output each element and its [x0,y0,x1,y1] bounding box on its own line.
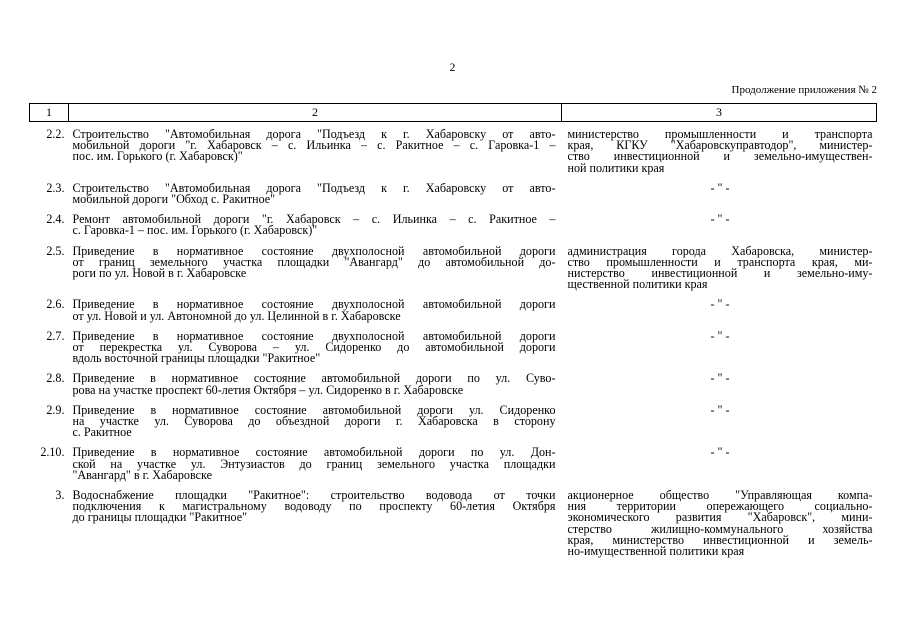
row-responsible [562,490,877,566]
row-number: 2.6. [46,297,65,312]
row-responsible: - " - [710,445,730,460]
row-description-line: вдоль восточной границы площадки "Ракитное" [72,351,321,366]
row-responsible-line: ство промышленности и транспорта края, ми- [567,254,873,269]
row-responsible: - " - [710,212,730,227]
row-description-line: мобильной дороги "Обход с. Ракитное" [72,192,276,207]
row-responsible-line: экономического развития "Хабаровск", мини- [567,510,873,525]
row-description-line: Ремонт автомобильной дороги "г. Хабаровск – с. Ильинка – с. Ракитное – [72,212,556,227]
row-description-line: Приведение в нормативное состояние двухполосной автомобильной дороги [72,328,556,343]
table-row [30,246,877,300]
row-responsible-line: стерство жилищно-коммунального хозяйства [567,521,873,536]
table-row [30,490,877,566]
row-responsible-line: края, министерство инвестиционной и земель- [567,532,873,547]
row-description-line: подключения к магистральному водоводу по проспекту 60-летия Октября [72,499,556,514]
table-row [30,405,877,448]
row-description [69,490,562,566]
row-number: 3. [55,488,65,503]
row-description-line: на участке ул. Суворова до объездной дороги г. Хабаровска в сторону [72,414,556,429]
row-responsible [562,243,877,300]
row-responsible: - " - [710,328,730,343]
row-responsible-line: ной политики края [567,160,665,175]
table-row [30,214,877,245]
row-number: 2.3. [46,180,65,195]
row-responsible-line: ство инвестиционной и земельно-имуществен- [567,149,873,164]
row-description-line: от перекрестка ул. Суворова – ул. Сидоренко до автомобильной дороги [72,340,556,355]
table-row [30,299,877,330]
header-cell-number: 1 [30,104,69,122]
row-number: 2.2. [46,127,65,141]
row-responsible-line: акционерное общество "Управляющая компа- [567,488,873,503]
row-description [69,243,562,300]
row-number: 2.10. [40,445,65,460]
header-cell-responsible: 3 [562,104,877,122]
row-number: 2.7. [46,328,65,343]
row-number: 2.4. [46,212,65,227]
row-description-line: с. Гаровка-1 – пос. им. Горького (г. Хабаровск)" [72,223,318,238]
row-description [69,402,562,448]
table-row [30,122,877,183]
row-description-line: с. Ракитное [72,425,132,440]
row-description-line: мобильной дороги "г. Хабаровск – с. Ильинка – с. Ракитное – с. Гаровка-1 – [72,138,556,153]
row-description-line: Строительство "Автомобильная дорога "Подъезд к г. Хабаровску от авто- [72,127,556,141]
row-description-line: пос. им. Горького (г. Хабаровск)" [72,149,243,164]
row-description-line: ской на участке ул. Энтузиастов до границ земельного участка площадки [72,456,556,471]
row-responsible-line: ния территории опережающего социально- [567,499,873,514]
measures-table [29,103,877,566]
row-responsible: - " - [710,371,730,386]
row-description-line: от ул. Новой и ул. Автономной до ул. Целинной в г. Хабаровске [72,308,401,323]
row-responsible: - " - [710,297,730,312]
row-description-line: Приведение в нормативное состояние автомобильной дороги по ул. Дон- [72,445,556,460]
row-description-line: от границ земельного участка площадки "Авангард" до автомобильной до- [72,254,556,269]
header-cell-description: 2 [69,104,562,122]
row-responsible: - " - [710,402,730,417]
row-responsible [562,122,877,183]
row-number: 2.8. [46,371,65,386]
row-description [69,447,562,490]
row-number: 2.9. [46,402,65,417]
row-responsible-line: края, КГКУ "Хабаровскуправтодор", министер- [567,138,873,153]
row-responsible-line: нистерство инвестиционной и земельно-иму- [567,266,873,281]
row-description-line: Приведение в нормативное состояние автомобильной дороги по ул. Суво- [72,371,556,386]
table-row [30,373,877,404]
table-header-row [30,104,877,122]
row-description [69,122,562,183]
row-responsible-line: администрация города Хабаровска, министер- [567,243,873,258]
row-number: 2.5. [46,243,65,258]
row-description-line: Приведение в нормативное состояние двухполосной автомобильной дороги [72,297,556,312]
table-row [30,447,877,490]
row-description [69,373,562,404]
row-description [69,214,562,245]
row-description-line: Приведение в нормативное состояние двухполосной автомобильной дороги [72,243,556,258]
table-row [30,331,877,374]
row-description [69,328,562,374]
row-responsible-line: щественной политики края [567,277,708,292]
row-description-line: до границы площадки "Ракитное" [72,510,248,525]
row-description [69,180,562,214]
row-description [69,299,562,330]
continuation-label: Продолжение приложения № 2 [731,84,877,96]
row-description-line: "Авангард" в г. Хабаровске [72,467,212,482]
row-description-line: роги по ул. Новой в г. Хабаровске [72,266,247,281]
row-description-line: рова на участке проспект 60-летия Октября – ул. Сидоренко в г. Хабаровске [72,382,464,397]
row-responsible: - " - [710,180,730,195]
table-row [30,183,877,214]
page-number: 2 [449,62,456,74]
row-description-line: Водоснабжение площадки "Ракитное": строительство водовода от точки [72,488,556,503]
row-description-line: Строительство "Автомобильная дорога "Подъезд к г. Хабаровску от авто- [72,180,556,195]
row-responsible-line: но-имущественной политики края [567,544,745,559]
row-responsible-line: министерство промышленности и транспорта [567,127,873,141]
row-description-line: Приведение в нормативное состояние автомобильной дороги ул. Сидоренко [72,402,556,417]
